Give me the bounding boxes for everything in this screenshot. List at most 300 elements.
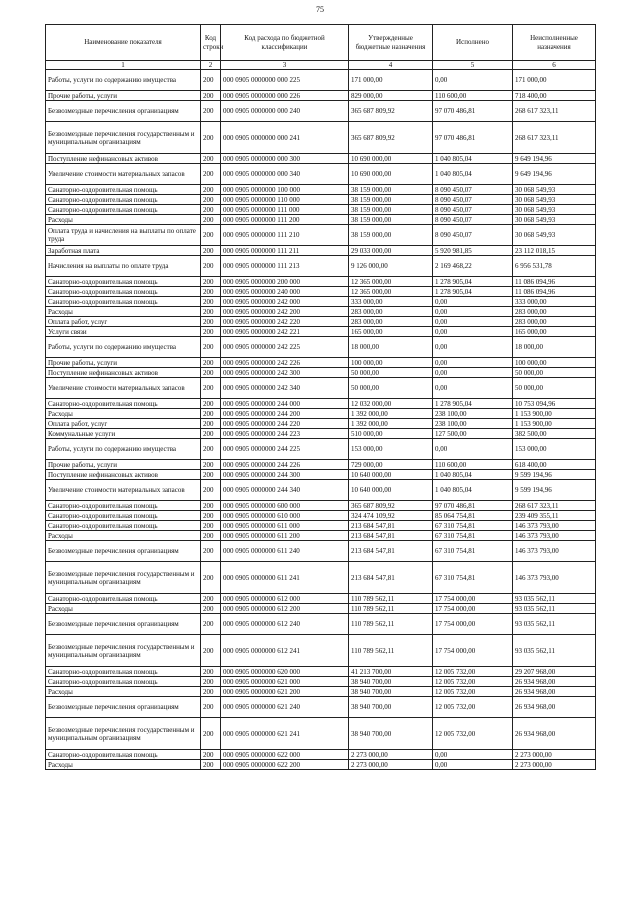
table-row	[46, 215, 596, 225]
cell-unexecuted: 11 086 094,96	[513, 277, 596, 287]
cell-unexecuted: 9 649 194,96	[513, 164, 596, 185]
cell-row-code: 200	[201, 562, 221, 594]
cell-approved: 10 690 000,00	[349, 164, 433, 185]
cell-approved: 38 159 000,00	[349, 225, 433, 246]
cell-name: Оплата работ, услуг	[46, 317, 201, 327]
cell-approved: 829 000,00	[349, 91, 433, 101]
cell-executed: 0,00	[433, 439, 513, 460]
cell-name: Работы, услуги по содержанию имущества	[46, 337, 201, 358]
cell-approved: 324 474 109,92	[349, 511, 433, 521]
column-number-row	[46, 61, 596, 70]
cell-name: Санаторно-оздоровительная помощь	[46, 677, 201, 687]
cell-unexecuted: 146 373 793,00	[513, 541, 596, 562]
cell-budget-code: 000 0905 0000000 244 220	[221, 419, 349, 429]
cell-name: Санаторно-оздоровительная помощь	[46, 287, 201, 297]
cell-budget-code: 000 0905 0000000 200 000	[221, 277, 349, 287]
table-row	[46, 122, 596, 154]
cell-budget-code: 000 0905 0000000 240 000	[221, 287, 349, 297]
cell-executed: 0,00	[433, 358, 513, 368]
report-body	[46, 70, 596, 770]
cell-unexecuted: 1 153 900,00	[513, 409, 596, 419]
table-row	[46, 531, 596, 541]
cell-budget-code: 000 0905 0000000 111 000	[221, 205, 349, 215]
cell-executed: 12 005 732,00	[433, 718, 513, 750]
cell-unexecuted: 93 035 562,11	[513, 604, 596, 614]
cell-row-code: 200	[201, 215, 221, 225]
cell-approved: 38 940 700,00	[349, 687, 433, 697]
cell-budget-code: 000 0905 0000000 000 226	[221, 91, 349, 101]
cell-name: Расходы	[46, 604, 201, 614]
cell-approved: 50 000,00	[349, 378, 433, 399]
table-row	[46, 409, 596, 419]
cell-executed: 0,00	[433, 378, 513, 399]
cell-row-code: 200	[201, 531, 221, 541]
cell-unexecuted: 30 068 549,93	[513, 195, 596, 205]
cell-row-code: 200	[201, 225, 221, 246]
cell-unexecuted: 50 000,00	[513, 378, 596, 399]
cell-budget-code: 000 0905 0000000 242 220	[221, 317, 349, 327]
cell-row-code: 200	[201, 419, 221, 429]
cell-name: Безвозмездные перечисления государственным и муниципальным организациям	[46, 718, 201, 750]
cell-budget-code: 000 0905 0000000 244 300	[221, 470, 349, 480]
cell-row-code: 200	[201, 91, 221, 101]
cell-name: Увеличение стоимости материальных запасов	[46, 480, 201, 501]
cell-executed: 1 278 905,04	[433, 399, 513, 409]
cell-unexecuted: 9 599 194,96	[513, 480, 596, 501]
cell-row-code: 200	[201, 470, 221, 480]
table-row	[46, 470, 596, 480]
cell-executed: 238 100,00	[433, 419, 513, 429]
cell-executed: 0,00	[433, 750, 513, 760]
cell-executed: 0,00	[433, 307, 513, 317]
table-row	[46, 429, 596, 439]
cell-approved: 213 684 547,81	[349, 521, 433, 531]
cell-approved: 213 684 547,81	[349, 562, 433, 594]
cell-budget-code: 000 0905 0000000 000 240	[221, 101, 349, 122]
header-approved: Утвержденные бюджетные назначения	[349, 25, 433, 61]
cell-executed: 127 500,00	[433, 429, 513, 439]
table-row	[46, 667, 596, 677]
cell-budget-code: 000 0905 0000000 244 223	[221, 429, 349, 439]
cell-row-code: 200	[201, 429, 221, 439]
cell-row-code: 200	[201, 185, 221, 195]
cell-budget-code: 000 0905 0000000 242 300	[221, 368, 349, 378]
cell-executed: 2 169 468,22	[433, 256, 513, 277]
cell-row-code: 200	[201, 256, 221, 277]
cell-approved: 10 640 000,00	[349, 480, 433, 501]
cell-unexecuted: 239 409 355,11	[513, 511, 596, 521]
cell-approved: 333 000,00	[349, 297, 433, 307]
cell-name: Безвозмездные перечисления государственным и муниципальным организациям	[46, 562, 201, 594]
cell-row-code: 200	[201, 277, 221, 287]
cell-unexecuted: 10 753 094,96	[513, 399, 596, 409]
cell-executed: 110 600,00	[433, 460, 513, 470]
cell-row-code: 200	[201, 317, 221, 327]
cell-unexecuted: 283 000,00	[513, 307, 596, 317]
cell-executed: 67 310 754,81	[433, 521, 513, 531]
cell-budget-code: 000 0905 0000000 621 241	[221, 718, 349, 750]
cell-unexecuted: 30 068 549,93	[513, 205, 596, 215]
cell-budget-code: 000 0905 0000000 000 225	[221, 70, 349, 91]
cell-executed: 17 754 000,00	[433, 604, 513, 614]
cell-name: Расходы	[46, 760, 201, 770]
table-row	[46, 307, 596, 317]
cell-name: Безвозмездные перечисления организациям	[46, 697, 201, 718]
cell-row-code: 200	[201, 358, 221, 368]
table-row	[46, 501, 596, 511]
cell-unexecuted: 18 000,00	[513, 337, 596, 358]
table-row	[46, 327, 596, 337]
cell-row-code: 200	[201, 750, 221, 760]
cell-row-code: 200	[201, 307, 221, 317]
table-row	[46, 687, 596, 697]
cell-unexecuted: 2 273 000,00	[513, 760, 596, 770]
cell-unexecuted: 1 153 900,00	[513, 419, 596, 429]
cell-unexecuted: 93 035 562,11	[513, 614, 596, 635]
cell-approved: 1 392 000,00	[349, 419, 433, 429]
cell-name: Санаторно-оздоровительная помощь	[46, 501, 201, 511]
cell-executed: 12 005 732,00	[433, 677, 513, 687]
cell-executed: 1 278 905,04	[433, 287, 513, 297]
column-number: 2	[201, 61, 221, 70]
cell-executed: 1 040 805,04	[433, 164, 513, 185]
cell-approved: 38 940 700,00	[349, 697, 433, 718]
table-row	[46, 368, 596, 378]
column-number: 6	[513, 61, 596, 70]
cell-approved: 283 000,00	[349, 307, 433, 317]
cell-executed: 8 090 450,07	[433, 205, 513, 215]
table-row	[46, 205, 596, 215]
cell-name: Прочие работы, услуги	[46, 460, 201, 470]
cell-unexecuted: 26 934 968,00	[513, 677, 596, 687]
cell-budget-code: 000 0905 0000000 621 200	[221, 687, 349, 697]
cell-approved: 41 213 700,00	[349, 667, 433, 677]
cell-executed: 1 040 805,04	[433, 470, 513, 480]
table-row	[46, 246, 596, 256]
cell-approved: 38 159 000,00	[349, 195, 433, 205]
cell-approved: 12 032 000,00	[349, 399, 433, 409]
cell-name: Безвозмездные перечисления государственным и муниципальным организациям	[46, 635, 201, 667]
cell-unexecuted: 30 068 549,93	[513, 225, 596, 246]
cell-row-code: 200	[201, 439, 221, 460]
header-name: Наименование показателя	[46, 25, 201, 61]
cell-executed: 17 754 000,00	[433, 635, 513, 667]
cell-budget-code: 000 0905 0000000 111 213	[221, 256, 349, 277]
cell-approved: 50 000,00	[349, 368, 433, 378]
cell-approved: 171 000,00	[349, 70, 433, 91]
cell-budget-code: 000 0905 0000000 612 240	[221, 614, 349, 635]
cell-approved: 365 687 809,92	[349, 101, 433, 122]
table-row	[46, 337, 596, 358]
cell-row-code: 200	[201, 337, 221, 358]
cell-row-code: 200	[201, 604, 221, 614]
header-unexecuted: Неисполненные назначения	[513, 25, 596, 61]
cell-executed: 17 754 000,00	[433, 594, 513, 604]
table-row	[46, 460, 596, 470]
cell-row-code: 200	[201, 541, 221, 562]
cell-row-code: 200	[201, 154, 221, 164]
cell-unexecuted: 2 273 000,00	[513, 750, 596, 760]
cell-name: Коммунальные услуги	[46, 429, 201, 439]
cell-approved: 38 940 700,00	[349, 718, 433, 750]
table-row	[46, 287, 596, 297]
cell-row-code: 200	[201, 501, 221, 511]
table-row	[46, 101, 596, 122]
header-row	[46, 25, 596, 61]
cell-budget-code: 000 0905 0000000 111 211	[221, 246, 349, 256]
cell-approved: 12 365 000,00	[349, 277, 433, 287]
table-row	[46, 164, 596, 185]
cell-executed: 0,00	[433, 337, 513, 358]
cell-budget-code: 000 0905 0000000 110 000	[221, 195, 349, 205]
cell-name: Прочие работы, услуги	[46, 358, 201, 368]
cell-executed: 17 754 000,00	[433, 614, 513, 635]
cell-approved: 213 684 547,81	[349, 531, 433, 541]
cell-executed: 0,00	[433, 297, 513, 307]
table-row	[46, 378, 596, 399]
cell-budget-code: 000 0905 0000000 600 000	[221, 501, 349, 511]
cell-budget-code: 000 0905 0000000 622 000	[221, 750, 349, 760]
cell-approved: 38 940 700,00	[349, 677, 433, 687]
cell-row-code: 200	[201, 368, 221, 378]
cell-row-code: 200	[201, 327, 221, 337]
cell-executed: 67 310 754,81	[433, 531, 513, 541]
cell-unexecuted: 283 000,00	[513, 317, 596, 327]
cell-name: Санаторно-оздоровительная помощь	[46, 277, 201, 287]
cell-name: Безвозмездные перечисления государственным и муниципальным организациям	[46, 122, 201, 154]
cell-unexecuted: 618 400,00	[513, 460, 596, 470]
cell-budget-code: 000 0905 0000000 000 340	[221, 164, 349, 185]
cell-row-code: 200	[201, 409, 221, 419]
cell-executed: 12 005 732,00	[433, 697, 513, 718]
cell-row-code: 200	[201, 460, 221, 470]
table-row	[46, 70, 596, 91]
table-row	[46, 256, 596, 277]
cell-budget-code: 000 0905 0000000 620 000	[221, 667, 349, 677]
cell-executed: 0,00	[433, 317, 513, 327]
cell-row-code: 200	[201, 122, 221, 154]
cell-name: Прочие работы, услуги	[46, 91, 201, 101]
cell-approved: 110 789 562,11	[349, 604, 433, 614]
table-row	[46, 760, 596, 770]
cell-approved: 2 273 000,00	[349, 750, 433, 760]
header-executed: Исполнено	[433, 25, 513, 61]
cell-name: Поступление нефинансовых активов	[46, 470, 201, 480]
cell-name: Санаторно-оздоровительная помощь	[46, 399, 201, 409]
table-row	[46, 277, 596, 287]
table-row	[46, 718, 596, 750]
cell-budget-code: 000 0905 0000000 242 340	[221, 378, 349, 399]
cell-executed: 1 278 905,04	[433, 277, 513, 287]
cell-name: Поступление нефинансовых активов	[46, 368, 201, 378]
table-row	[46, 195, 596, 205]
cell-approved: 213 684 547,81	[349, 541, 433, 562]
table-row	[46, 317, 596, 327]
cell-name: Санаторно-оздоровительная помощь	[46, 185, 201, 195]
cell-executed: 1 040 805,04	[433, 154, 513, 164]
cell-unexecuted: 333 000,00	[513, 297, 596, 307]
cell-unexecuted: 11 086 094,96	[513, 287, 596, 297]
cell-executed: 0,00	[433, 760, 513, 770]
cell-executed: 0,00	[433, 70, 513, 91]
cell-name: Санаторно-оздоровительная помощь	[46, 667, 201, 677]
cell-unexecuted: 26 934 968,00	[513, 697, 596, 718]
cell-row-code: 200	[201, 511, 221, 521]
cell-unexecuted: 165 000,00	[513, 327, 596, 337]
cell-name: Санаторно-оздоровительная помощь	[46, 297, 201, 307]
cell-budget-code: 000 0905 0000000 111 200	[221, 215, 349, 225]
cell-name: Оплата труда и начисления на выплаты по оплате труда	[46, 225, 201, 246]
cell-budget-code: 000 0905 0000000 621 000	[221, 677, 349, 687]
cell-approved: 729 000,00	[349, 460, 433, 470]
cell-unexecuted: 146 373 793,00	[513, 562, 596, 594]
column-number: 1	[46, 61, 201, 70]
cell-row-code: 200	[201, 195, 221, 205]
cell-executed: 97 070 486,81	[433, 122, 513, 154]
cell-executed: 5 920 981,85	[433, 246, 513, 256]
table-row	[46, 297, 596, 307]
cell-row-code: 200	[201, 667, 221, 677]
cell-unexecuted: 100 000,00	[513, 358, 596, 368]
cell-budget-code: 000 0905 0000000 242 225	[221, 337, 349, 358]
cell-approved: 165 000,00	[349, 327, 433, 337]
cell-budget-code: 000 0905 0000000 242 226	[221, 358, 349, 368]
page-number: 75	[316, 5, 324, 14]
cell-unexecuted: 268 617 323,11	[513, 101, 596, 122]
cell-executed: 97 070 486,81	[433, 101, 513, 122]
cell-row-code: 200	[201, 687, 221, 697]
cell-unexecuted: 9 599 194,96	[513, 470, 596, 480]
cell-unexecuted: 30 068 549,93	[513, 185, 596, 195]
cell-row-code: 200	[201, 521, 221, 531]
cell-row-code: 200	[201, 70, 221, 91]
cell-budget-code: 000 0905 0000000 611 000	[221, 521, 349, 531]
cell-row-code: 200	[201, 378, 221, 399]
table-row	[46, 750, 596, 760]
cell-unexecuted: 718 400,00	[513, 91, 596, 101]
table-row	[46, 614, 596, 635]
cell-row-code: 200	[201, 297, 221, 307]
cell-row-code: 200	[201, 480, 221, 501]
table-row	[46, 541, 596, 562]
cell-budget-code: 000 0905 0000000 244 200	[221, 409, 349, 419]
table-row	[46, 511, 596, 521]
cell-unexecuted: 93 035 562,11	[513, 635, 596, 667]
cell-row-code: 200	[201, 164, 221, 185]
cell-name: Работы, услуги по содержанию имущества	[46, 439, 201, 460]
table-row	[46, 419, 596, 429]
cell-unexecuted: 153 000,00	[513, 439, 596, 460]
cell-approved: 153 000,00	[349, 439, 433, 460]
cell-approved: 283 000,00	[349, 317, 433, 327]
table-row	[46, 604, 596, 614]
cell-budget-code: 000 0905 0000000 000 241	[221, 122, 349, 154]
cell-budget-code: 000 0905 0000000 621 240	[221, 697, 349, 718]
table-row	[46, 521, 596, 531]
cell-row-code: 200	[201, 399, 221, 409]
cell-name: Расходы	[46, 409, 201, 419]
table-row	[46, 594, 596, 604]
cell-name: Расходы	[46, 215, 201, 225]
cell-name: Поступление нефинансовых активов	[46, 154, 201, 164]
cell-approved: 38 159 000,00	[349, 185, 433, 195]
cell-budget-code: 000 0905 0000000 244 226	[221, 460, 349, 470]
cell-approved: 365 687 809,92	[349, 501, 433, 511]
cell-row-code: 200	[201, 718, 221, 750]
cell-executed: 8 090 450,07	[433, 225, 513, 246]
cell-budget-code: 000 0905 0000000 244 000	[221, 399, 349, 409]
cell-unexecuted: 26 934 968,00	[513, 687, 596, 697]
cell-approved: 9 126 000,00	[349, 256, 433, 277]
cell-budget-code: 000 0905 0000000 244 340	[221, 480, 349, 501]
cell-name: Санаторно-оздоровительная помощь	[46, 521, 201, 531]
cell-budget-code: 000 0905 0000000 244 225	[221, 439, 349, 460]
cell-unexecuted: 382 500,00	[513, 429, 596, 439]
cell-row-code: 200	[201, 677, 221, 687]
table-row	[46, 677, 596, 687]
cell-name: Оплата работ, услуг	[46, 419, 201, 429]
budget-report-table	[45, 24, 596, 770]
cell-row-code: 200	[201, 697, 221, 718]
cell-unexecuted: 146 373 793,00	[513, 531, 596, 541]
cell-executed: 12 005 732,00	[433, 687, 513, 697]
cell-executed: 67 310 754,81	[433, 541, 513, 562]
cell-approved: 1 392 000,00	[349, 409, 433, 419]
cell-executed: 67 310 754,81	[433, 562, 513, 594]
cell-row-code: 200	[201, 614, 221, 635]
cell-name: Увеличение стоимости материальных запасов	[46, 164, 201, 185]
cell-executed: 85 064 754,81	[433, 511, 513, 521]
table-row	[46, 358, 596, 368]
column-number: 4	[349, 61, 433, 70]
cell-name: Начисления на выплаты по оплате труда	[46, 256, 201, 277]
cell-budget-code: 000 0905 0000000 610 000	[221, 511, 349, 521]
cell-budget-code: 000 0905 0000000 111 210	[221, 225, 349, 246]
cell-name: Увеличение стоимости материальных запасов	[46, 378, 201, 399]
cell-approved: 2 273 000,00	[349, 760, 433, 770]
cell-unexecuted: 268 617 323,11	[513, 122, 596, 154]
cell-approved: 100 000,00	[349, 358, 433, 368]
cell-unexecuted: 23 112 018,15	[513, 246, 596, 256]
cell-name: Безвозмездные перечисления организациям	[46, 541, 201, 562]
cell-budget-code: 000 0905 0000000 611 240	[221, 541, 349, 562]
cell-executed: 12 005 732,00	[433, 667, 513, 677]
cell-name: Санаторно-оздоровительная помощь	[46, 750, 201, 760]
cell-name: Расходы	[46, 307, 201, 317]
header-row-code: Код строки	[201, 25, 221, 61]
table-row	[46, 91, 596, 101]
table-row	[46, 399, 596, 409]
cell-approved: 110 789 562,11	[349, 594, 433, 604]
table-row	[46, 480, 596, 501]
cell-row-code: 200	[201, 101, 221, 122]
cell-unexecuted: 171 000,00	[513, 70, 596, 91]
table-row	[46, 154, 596, 164]
cell-executed: 97 070 486,81	[433, 501, 513, 511]
cell-name: Расходы	[46, 531, 201, 541]
cell-row-code: 200	[201, 287, 221, 297]
cell-approved: 510 000,00	[349, 429, 433, 439]
cell-row-code: 200	[201, 246, 221, 256]
cell-name: Санаторно-оздоровительная помощь	[46, 195, 201, 205]
cell-unexecuted: 268 617 323,11	[513, 501, 596, 511]
cell-unexecuted: 30 068 549,93	[513, 215, 596, 225]
cell-name: Безвозмездные перечисления организациям	[46, 614, 201, 635]
cell-executed: 1 040 805,04	[433, 480, 513, 501]
cell-name: Работы, услуги по содержанию имущества	[46, 70, 201, 91]
cell-executed: 238 100,00	[433, 409, 513, 419]
column-number: 5	[433, 61, 513, 70]
